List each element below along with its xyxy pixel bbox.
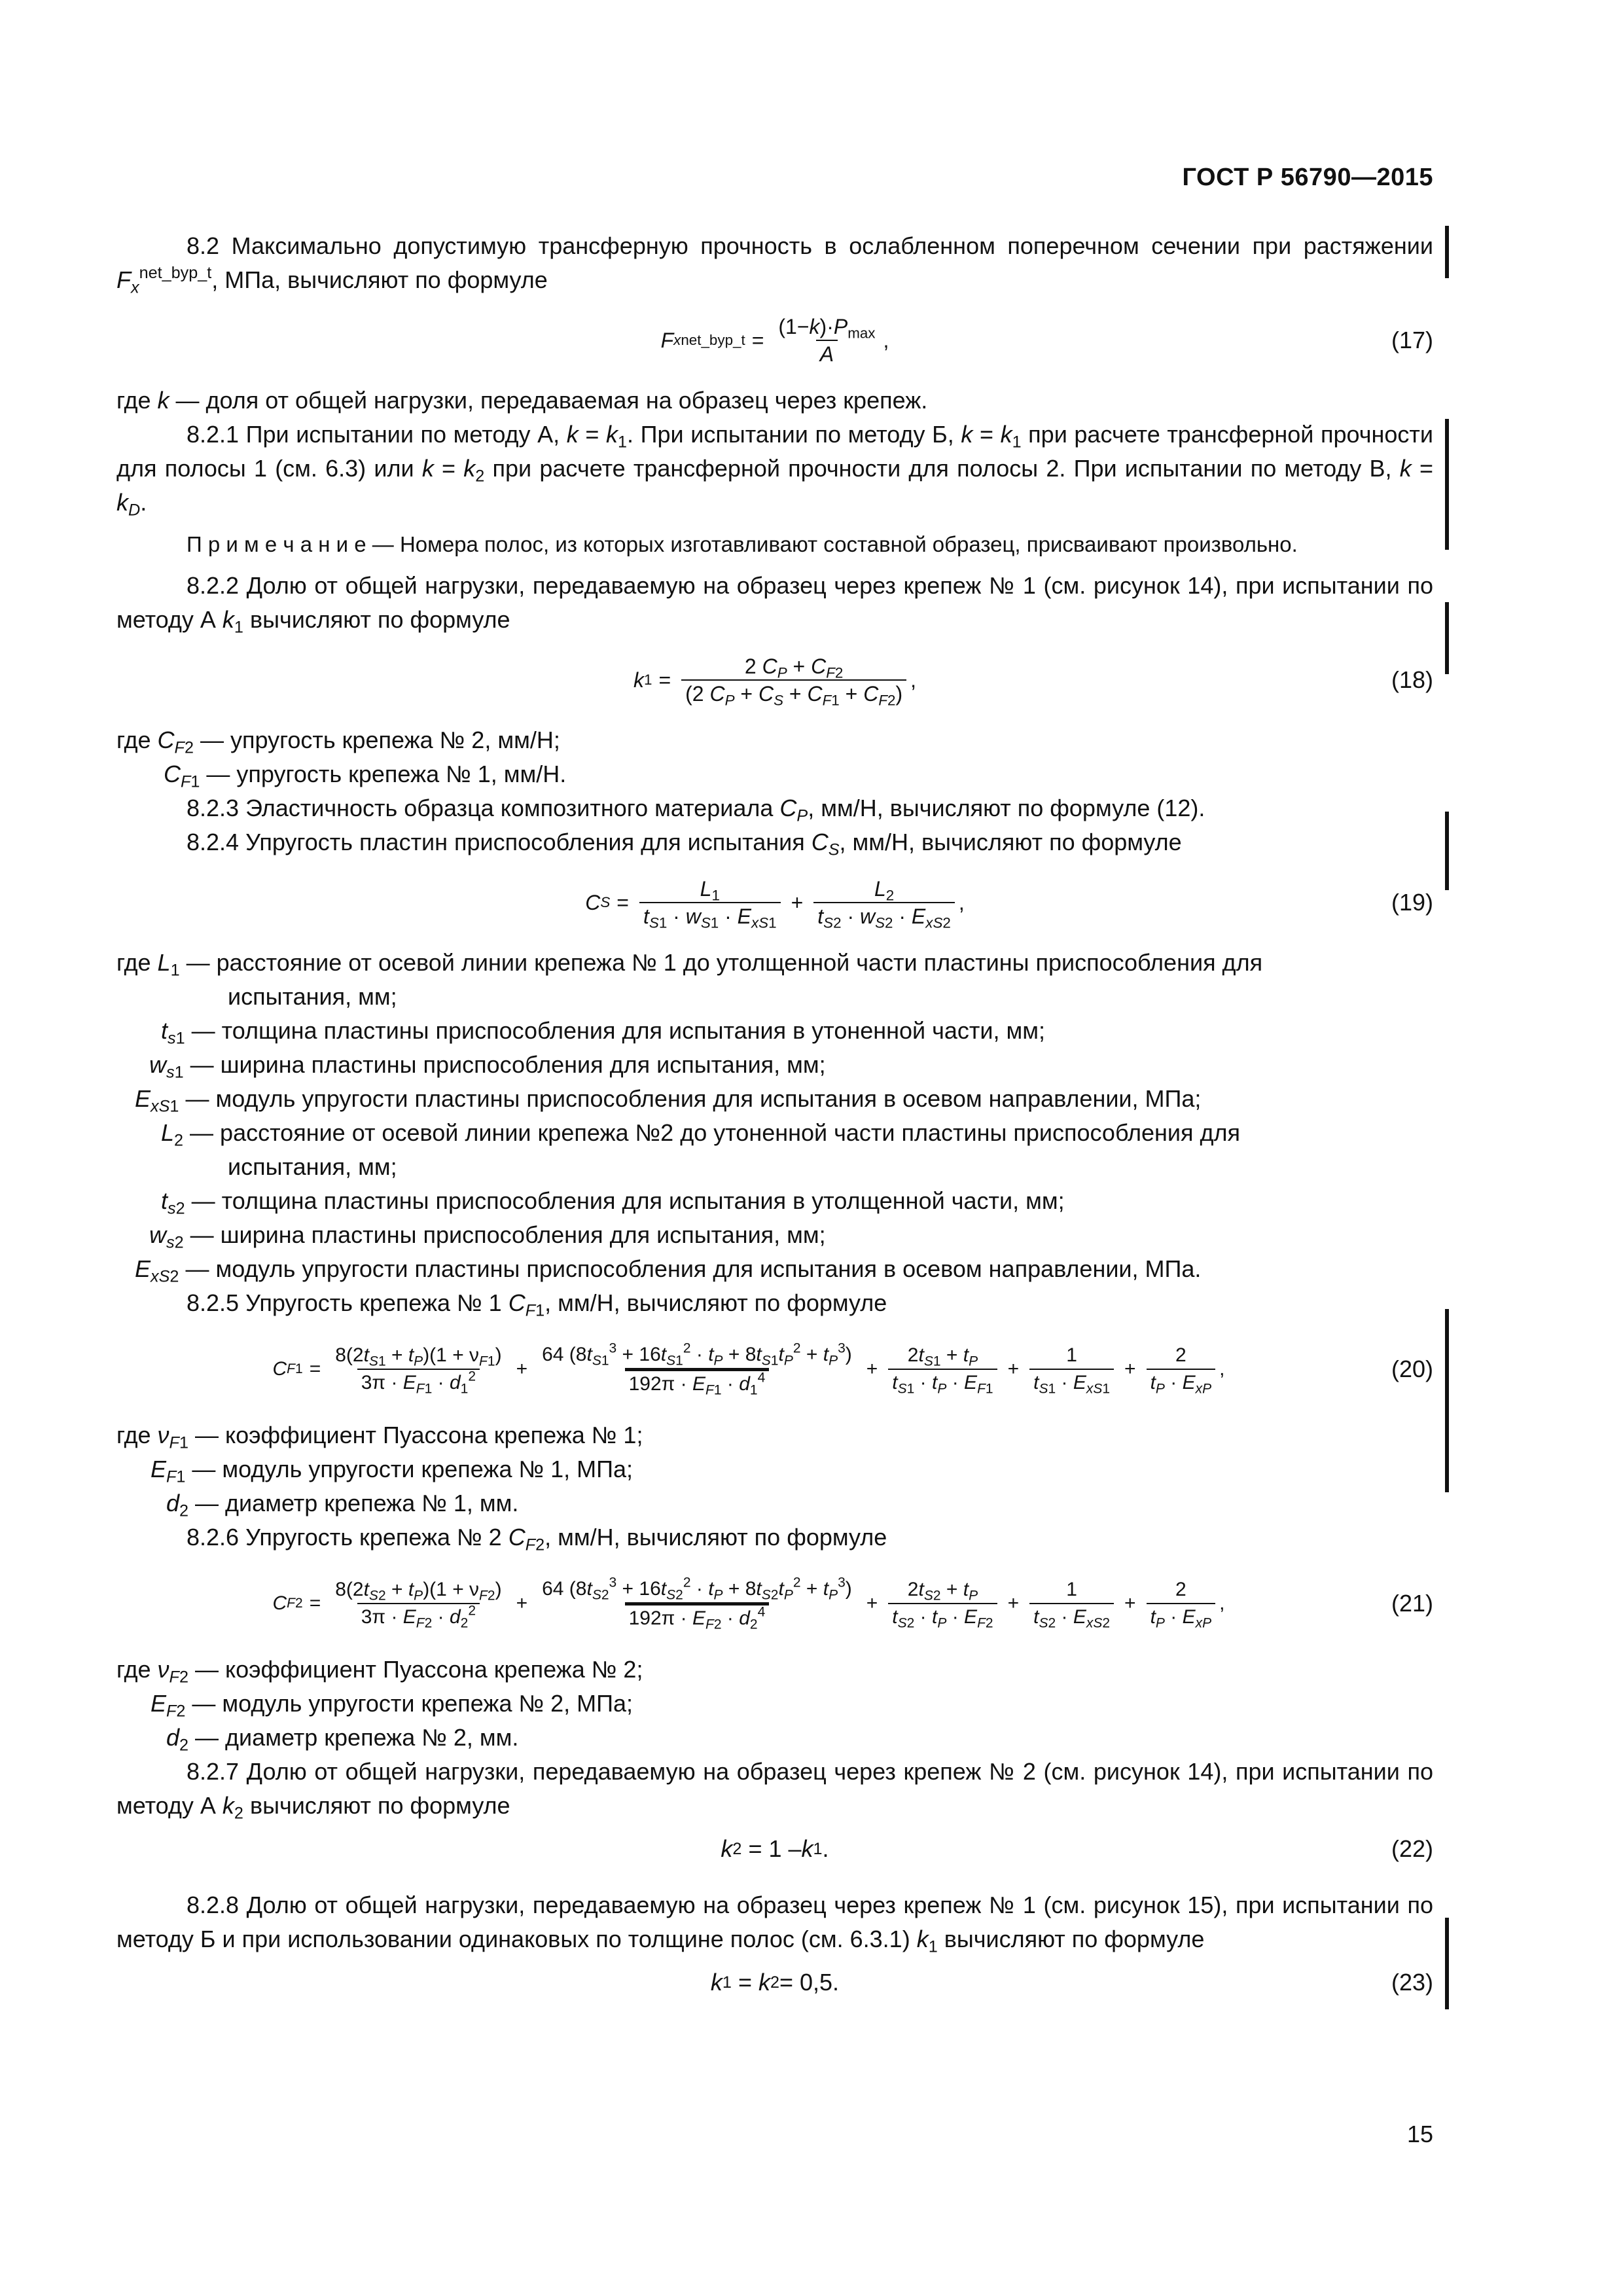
definition-ws2: $w_{s2}$ — ширина пластины приспособления для испытания, мм; [149,1221,826,1252]
definition-ef2: $E_{F2}$ — модуль упругости крепежа № 2, МПа; [151,1690,633,1721]
section-8-2-6: 8.2.6 Упругость крепежа № 2 $C_{F2}$, мм/Н, вычисляют по формуле [187,1524,887,1554]
section-8-2-1: 8.2.1 При испытании по методу А, $k = k_1$. При испытании по методу Б, $k = k_1$ при расчете трансферной прочности для полосы 1 (см. 6.3) или $k = k_2$ при расчете трансферной прочности для полосы 2. При испытании по методу В, $k = k_D$. [116,421,1434,520]
equation-22: k 2 = 1 – k 1 . (22) [116,1823,1433,1875]
section-8-2-4: 8.2.4 Упругость пластин приспособления для испытания $C_S$, мм/Н, вычисляют по формуле [187,829,1182,859]
definition-l2: $L_2$ — расстояние от осевой линии крепежа №2 до утоненной части пластины приспособления для [161,1119,1240,1150]
definition-l1-cont: испытания, мм; [228,983,397,1010]
change-bar [1445,602,1449,674]
equation-number: (21) [1391,1590,1433,1617]
definition-exs2: $E_{xS2}$ — модуль упругости пластины приспособления для испытания в осевом направлении, МПа. [135,1255,1202,1286]
definition-cf1: $C_{F1}$ — упругость крепежа № 1, мм/Н. [164,761,567,791]
definition-ef1: $E_{F1}$ — модуль упругости крепежа № 1, МПа; [151,1456,633,1486]
definition-nu-f1: где $\nu_{F1}$ — коэффициент Пуассона крепежа № 1; [116,1422,643,1452]
equation-number: (19) [1391,889,1433,916]
change-bar [1445,1309,1449,1361]
change-bar [1445,226,1449,278]
equation-number: (17) [1391,327,1433,353]
section-8-2-5: 8.2.5 Упругость крепежа № 1 $C_{F1}$, мм/Н, вычисляют по формуле [187,1289,887,1320]
main-content [116,229,1433,2009]
equation-18: k 1 = $\frac{2 C_P + C_{F2}}{(2 C_P + C_S + C_{F1} + C_{F2})}$ , (18) [633,655,1433,709]
change-bar [1445,1361,1449,1492]
section-8-2-3: 8.2.3 Эластичность образца композитного материала $C_P$, мм/Н, вычисляют по формуле (12). [187,795,1205,825]
definition-nu-f2: где $\nu_{F2}$ — коэффициент Пуассона крепежа № 2; [116,1656,643,1687]
section-8-2-2: 8.2.2 Долю от общей нагрузки, передаваемую на образец через крепеж № 1 (см. рисунок 14), при испытании по методу А $k_1$ вычисляют по формуле [116,572,1433,637]
definition-k: где k — доля от общей нагрузки, передаваемая на образец через крепеж. [116,387,928,414]
section-8-2: 8.2 Максимально допустимую трансферную прочность в ослабленном поперечном сечении при растяжении $F_x^{net\_byp\_t}$, МПа, вычисляют по формуле [116,232,1433,297]
equation-number: (23) [1391,1969,1433,1996]
section-8-2-8: 8.2.8 Долю от общей нагрузки, передаваемую на образец через крепеж № 1 (см. рисунок 15), при испытании по методу Б и при использовании одинаковых по толщине полос (см. 6.3.1) $k_1$ вычисляют по формуле [116,1892,1433,1956]
note: П р и м е ч а н и е — Номера полос, из которых изготавливают составной образец, присваивают произвольно. [187,532,1298,556]
equation-21: C F2 = $\frac{8(2t_{S2} + t_P)(1 + \nu_{F2})}{3\pi \cdot E_{F2} \cdot d_2^2}$ + $\frac{64 (8t_{S2}^3 + 16t_{S2}^2 \cdot t_P + 8t_{S2}t_P^2 + t_P^3)}{192\pi \cdot E_{F2} \cdot d_2^4}$ + $\frac{2t_{S2} + t_P}{t_{S2} \cdot t_P \cdot E_{F2}}$ + $\frac{1}{t_{S2} \cdot E_{xS2}}$ + $\frac{2}{t_P \cdot E_{xP}}$ , (21) [272,1574,1433,1632]
equation-19: C S = $\frac{L_1}{t_{S1} \cdot w_{S1} \cdot E_{xS1}}$ + $\frac{L_2}{t_{S2} \cdot w_{S2} \cdot E_{xS2}}$ , (19) [585,877,1433,931]
equation-20: C F1 = $\frac{8(2t_{S1} + t_P)(1 + \nu_{F1})}{3\pi \cdot E_{F1} \cdot d_1^2}$ + $\frac{64 (8t_{S1}^3 + 16t_{S1}^2 \cdot t_P + 8t_{S1}t_P^2 + t_P^3)}{192\pi \cdot E_{F1} \cdot d_1^4}$ + $\frac{2t_{S1} + t_P}{t_{S1} \cdot t_P \cdot E_{F1}}$ + $\frac{1}{t_{S1} \cdot E_{xS1}}$ + $\frac{2}{t_P \cdot E_{xP}}$ , (20) [272,1340,1433,1397]
definition-cf2: где $C_{F2}$ — упругость крепежа № 2, мм/Н; [116,726,560,757]
page-number: 15 [1406,2121,1433,2147]
equation-number: (18) [1391,666,1433,693]
change-bar [1445,812,1449,890]
definition-ws1: $w_{s1}$ — ширина пластины приспособления для испытания, мм; [149,1051,826,1082]
equation-number: (20) [1391,1355,1433,1382]
definition-ts2: $t_{s2}$ — толщина пластины приспособления для испытания в утолщенной части, мм; [161,1187,1065,1218]
definition-l2-cont: испытания, мм; [228,1153,397,1180]
change-bar [1445,419,1449,550]
document-header: ГОСТ Р 56790—2015 [1182,164,1433,191]
definition-d2-a: $d_2$ — диаметр крепежа № 1, мм. [166,1490,519,1520]
equation-17: F x net_byp_t = $\frac{(1-k)\cdot P_{max}}{A}$ , (17) [660,315,1433,366]
definition-ts1: $t_{s1}$ — толщина пластины приспособления для испытания в утоненной части, мм; [161,1017,1046,1048]
change-bar [1445,1918,1449,2009]
equation-23: k 1 = k 2 = 0,5. (23) [116,1956,1433,2009]
section-8-2-7: 8.2.7 Долю от общей нагрузки, передаваемую на образец через крепеж № 2 (см. рисунок 14), при испытании по методу А $k_2$ вычисляют по формуле [116,1758,1433,1823]
definition-l1: где $L_1$ — расстояние от осевой линии крепежа № 1 до утолщенной части пластины приспособления для [116,949,1263,980]
equation-number: (22) [1391,1835,1433,1862]
definition-exs1: $E_{xS1}$ — модуль упругости пластины приспособления для испытания в осевом направлении, МПа; [135,1085,1202,1116]
definition-d2-b: $d_2$ — диаметр крепежа № 2, мм. [166,1724,519,1755]
